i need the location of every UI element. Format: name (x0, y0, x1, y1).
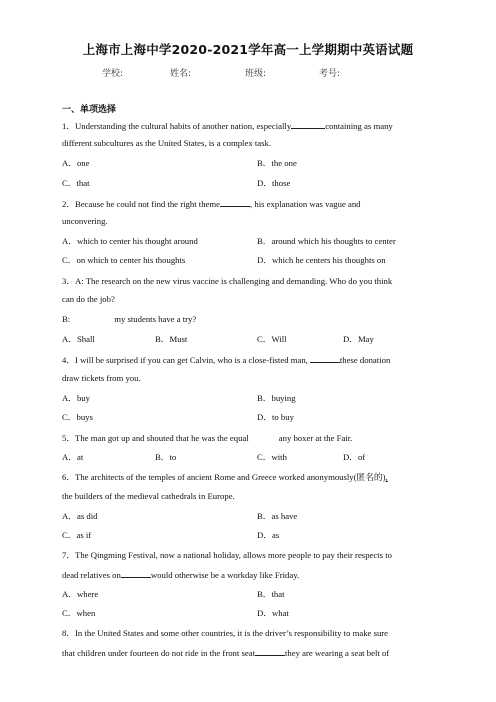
question-4-line-1: 4．I will be surprised if you can get Calvin, who is a close-fisted man, these donation (62, 355, 391, 365)
answer-blank (121, 568, 151, 578)
section-heading: 一、单项选择 (62, 105, 117, 115)
q6-option-d: D．as (257, 530, 280, 540)
q5-option-c: C．with (257, 452, 287, 462)
q3-option-c: C．Will (257, 334, 287, 344)
document-title: 上海市上海中学2020-2021学年高一上学期期中英语试题 (82, 42, 414, 57)
q3-option-d: D．May (343, 334, 374, 344)
question-8-line-1: 8．In the United States and some other countries, it is the driver’s responsibility to make sure (62, 628, 389, 638)
question-3-line-1: 3．A: The research on the new virus vaccine is challenging and demanding. Who do you think (62, 276, 393, 286)
q7-option-d: D．what (257, 608, 289, 618)
question-4-line-2: draw tickets from you. (62, 373, 141, 383)
answer-blank (220, 197, 250, 207)
q5-option-d: D．of (343, 452, 366, 462)
question-6-line-1: 6．The architects of the temples of ancient Rome and Greece worked anonymously(匿名的), (62, 472, 388, 482)
q5-option-a: A．at (62, 452, 84, 462)
q6-option-b: B．as have (257, 511, 298, 521)
question-7-line-1: 7．The Qingming Festival, now a national holiday, allows more people to pay their respects to (62, 550, 392, 560)
name-label: 姓名: (170, 69, 192, 79)
answer-blank (291, 119, 325, 129)
q5-option-b: B．to (155, 452, 177, 462)
q1-option-a: A．one (62, 158, 90, 168)
answer-blank (255, 646, 285, 656)
question-1-line-2: different subcultures as the United States, is a complex task. (62, 138, 272, 148)
q4-option-b: B．buying (257, 393, 296, 403)
q1-option-c: C．that (62, 178, 90, 188)
q7-option-c: C．when (62, 608, 96, 618)
q1-option-b: B．the one (257, 158, 297, 168)
q6-option-a: A．as did (62, 511, 98, 521)
q4-option-d: D．to buy (257, 412, 294, 422)
question-1-line-1: 1．Understanding the cultural habits of another nation, especially containing as many (62, 121, 393, 131)
school-label: 学校: (102, 69, 124, 79)
q2-option-c: C．on which to center his thoughts (62, 255, 186, 265)
q3-option-a: A．Shall (62, 334, 95, 344)
q6-option-c: C．as if (62, 530, 92, 540)
q3-option-b: B．Must (155, 334, 188, 344)
q2-option-b: B．around which his thoughts to center (257, 236, 396, 246)
question-7-line-2: dead relatives on would otherwise be a workday like Friday. (62, 570, 300, 580)
question-5-line-1: 5．The man got up and shouted that he was the equal any boxer at the Fair. (62, 433, 353, 443)
answer-blank (310, 353, 340, 363)
question-3-line-2: can do the job? (62, 294, 115, 304)
q1-option-d: D．those (257, 178, 291, 188)
class-label: 班级: (245, 69, 267, 79)
q7-option-b: B．that (257, 589, 285, 599)
q4-option-c: C．buys (62, 412, 93, 422)
q7-option-a: A．where (62, 589, 99, 599)
answer-blank (249, 431, 279, 441)
q4-option-a: A．buy (62, 393, 90, 403)
question-2-line-1: 2．Because he could not find the right theme , his explanation was vague and (62, 199, 361, 209)
q2-option-d: D．which he centers his thoughts on (257, 255, 386, 265)
question-2-line-2: unconvering. (62, 216, 108, 226)
q2-option-a: A．which to center his thought around (62, 236, 198, 246)
number-label: 考号: (319, 69, 341, 79)
question-8-line-2: that children under fourteen do not ride in the front seat they are wearing a seat belt of (62, 648, 390, 658)
question-3-line-3: B: my students have a try? (62, 314, 197, 324)
question-6-line-2: the builders of the medieval cathedrals in Europe. (62, 491, 235, 501)
